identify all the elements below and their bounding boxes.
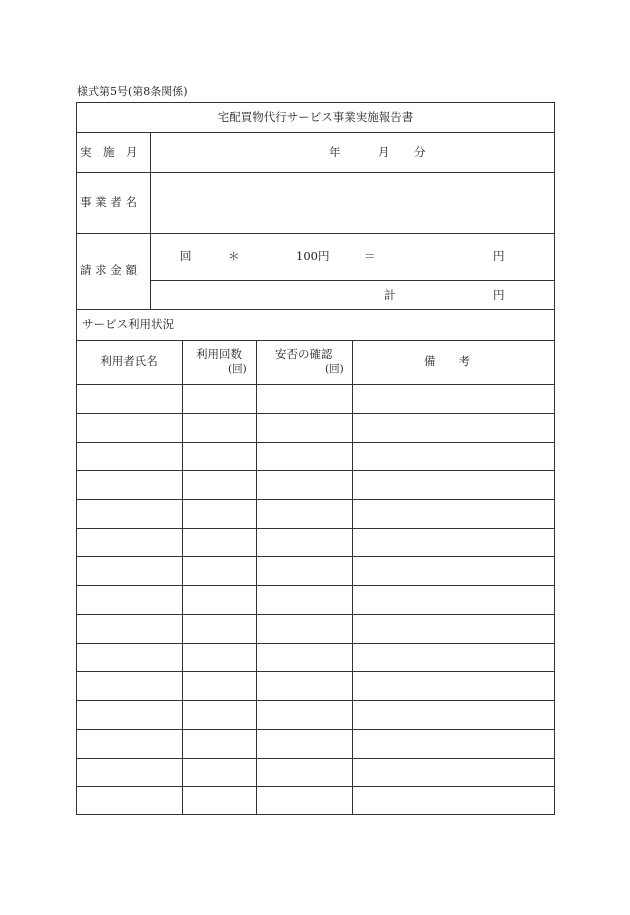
business-name-field[interactable] xyxy=(160,197,540,211)
divider xyxy=(150,132,151,309)
remarks-cell[interactable] xyxy=(356,450,551,464)
remarks-cell[interactable] xyxy=(356,622,551,636)
remarks-cell[interactable] xyxy=(356,392,551,406)
divider xyxy=(150,280,555,281)
user-name-cell[interactable] xyxy=(80,564,178,578)
divider xyxy=(76,556,555,557)
divider xyxy=(76,172,555,173)
safety-check-cell[interactable] xyxy=(260,478,348,492)
remarks-cell[interactable] xyxy=(356,507,551,521)
use-count-cell[interactable] xyxy=(186,564,252,578)
user-name-cell[interactable] xyxy=(80,392,178,406)
unit-price-text: 100円 xyxy=(296,249,330,263)
divider xyxy=(76,233,555,234)
divider xyxy=(76,442,555,443)
remarks-cell[interactable] xyxy=(356,564,551,578)
user-name-cell[interactable] xyxy=(80,450,178,464)
user-name-cell[interactable] xyxy=(80,794,178,808)
safety-check-cell[interactable] xyxy=(260,679,348,693)
safety-check-cell[interactable] xyxy=(260,536,348,550)
divider xyxy=(182,340,183,815)
safety-check-cell[interactable] xyxy=(260,766,348,780)
use-count-cell[interactable] xyxy=(186,708,252,722)
remarks-cell[interactable] xyxy=(356,679,551,693)
times-field[interactable]: 回 xyxy=(180,249,192,263)
divider xyxy=(256,340,257,815)
use-count-cell[interactable] xyxy=(186,679,252,693)
column-header-safety-check: 安否の確認 xyxy=(275,347,333,361)
divider xyxy=(76,585,555,586)
column-header-use-count-unit: (回) xyxy=(228,363,247,375)
use-count-cell[interactable] xyxy=(186,450,252,464)
divider xyxy=(76,729,555,730)
divider xyxy=(76,671,555,672)
safety-check-cell[interactable] xyxy=(260,593,348,607)
remarks-cell[interactable] xyxy=(356,536,551,550)
usage-section-title: サービス利用状況 xyxy=(82,317,174,331)
year-field[interactable]: 年 xyxy=(329,145,341,159)
safety-check-cell[interactable] xyxy=(260,622,348,636)
column-header-remarks: 備 考 xyxy=(424,354,470,368)
use-count-cell[interactable] xyxy=(186,651,252,665)
user-name-cell[interactable] xyxy=(80,737,178,751)
amount-field[interactable]: 円 xyxy=(493,249,505,263)
user-name-cell[interactable] xyxy=(80,651,178,665)
remarks-cell[interactable] xyxy=(356,593,551,607)
divider xyxy=(76,132,555,133)
use-count-cell[interactable] xyxy=(186,593,252,607)
remarks-cell[interactable] xyxy=(356,766,551,780)
safety-check-cell[interactable] xyxy=(260,392,348,406)
use-count-cell[interactable] xyxy=(186,536,252,550)
divider xyxy=(76,413,555,414)
use-count-cell[interactable] xyxy=(186,392,252,406)
billing-amount-label: 請 求 金 額 xyxy=(80,263,137,277)
safety-check-cell[interactable] xyxy=(260,421,348,435)
multiply-sign: ＊ xyxy=(228,249,240,263)
remarks-cell[interactable] xyxy=(356,794,551,808)
user-name-cell[interactable] xyxy=(80,593,178,607)
user-name-cell[interactable] xyxy=(80,708,178,722)
total-label: 計 xyxy=(384,288,396,302)
divider xyxy=(76,340,555,341)
safety-check-cell[interactable] xyxy=(260,651,348,665)
divider xyxy=(76,470,555,471)
safety-check-cell[interactable] xyxy=(260,708,348,722)
user-name-cell[interactable] xyxy=(80,536,178,550)
remarks-cell[interactable] xyxy=(356,708,551,722)
use-count-cell[interactable] xyxy=(186,794,252,808)
equals-sign: ＝ xyxy=(364,249,376,263)
form-title: 宅配買物代行サービス事業実施報告書 xyxy=(217,110,414,124)
use-count-cell[interactable] xyxy=(186,766,252,780)
month-field[interactable]: 月 xyxy=(378,145,390,159)
use-count-cell[interactable] xyxy=(186,421,252,435)
remarks-cell[interactable] xyxy=(356,478,551,492)
use-count-cell[interactable] xyxy=(186,507,252,521)
column-header-safety-check-unit: (回) xyxy=(325,363,344,375)
safety-check-cell[interactable] xyxy=(260,794,348,808)
safety-check-cell[interactable] xyxy=(260,507,348,521)
user-name-cell[interactable] xyxy=(80,622,178,636)
user-name-cell[interactable] xyxy=(80,421,178,435)
safety-check-cell[interactable] xyxy=(260,564,348,578)
safety-check-cell[interactable] xyxy=(260,450,348,464)
divider xyxy=(76,758,555,759)
form-number-label: 様式第5号(第8条関係) xyxy=(77,85,188,98)
use-count-cell[interactable] xyxy=(186,737,252,751)
divider xyxy=(352,340,353,815)
total-field[interactable]: 円 xyxy=(493,288,505,302)
divider xyxy=(76,528,555,529)
column-header-user-name: 利用者氏名 xyxy=(100,354,158,368)
divider xyxy=(76,499,555,500)
remarks-cell[interactable] xyxy=(356,737,551,751)
user-name-cell[interactable] xyxy=(80,679,178,693)
user-name-cell[interactable] xyxy=(80,478,178,492)
use-count-cell[interactable] xyxy=(186,622,252,636)
implementation-month-label: 実 施 月 xyxy=(80,145,138,159)
remarks-cell[interactable] xyxy=(356,651,551,665)
user-name-cell[interactable] xyxy=(80,766,178,780)
use-count-cell[interactable] xyxy=(186,478,252,492)
portion-text: 分 xyxy=(414,145,426,159)
divider xyxy=(76,786,555,787)
safety-check-cell[interactable] xyxy=(260,737,348,751)
remarks-cell[interactable] xyxy=(356,421,551,435)
business-name-label: 事 業 者 名 xyxy=(80,195,137,209)
user-name-cell[interactable] xyxy=(80,507,178,521)
divider xyxy=(76,309,555,310)
column-header-use-count: 利用回数 xyxy=(196,347,242,361)
divider xyxy=(76,614,555,615)
divider xyxy=(76,384,555,385)
divider xyxy=(76,643,555,644)
divider xyxy=(76,700,555,701)
